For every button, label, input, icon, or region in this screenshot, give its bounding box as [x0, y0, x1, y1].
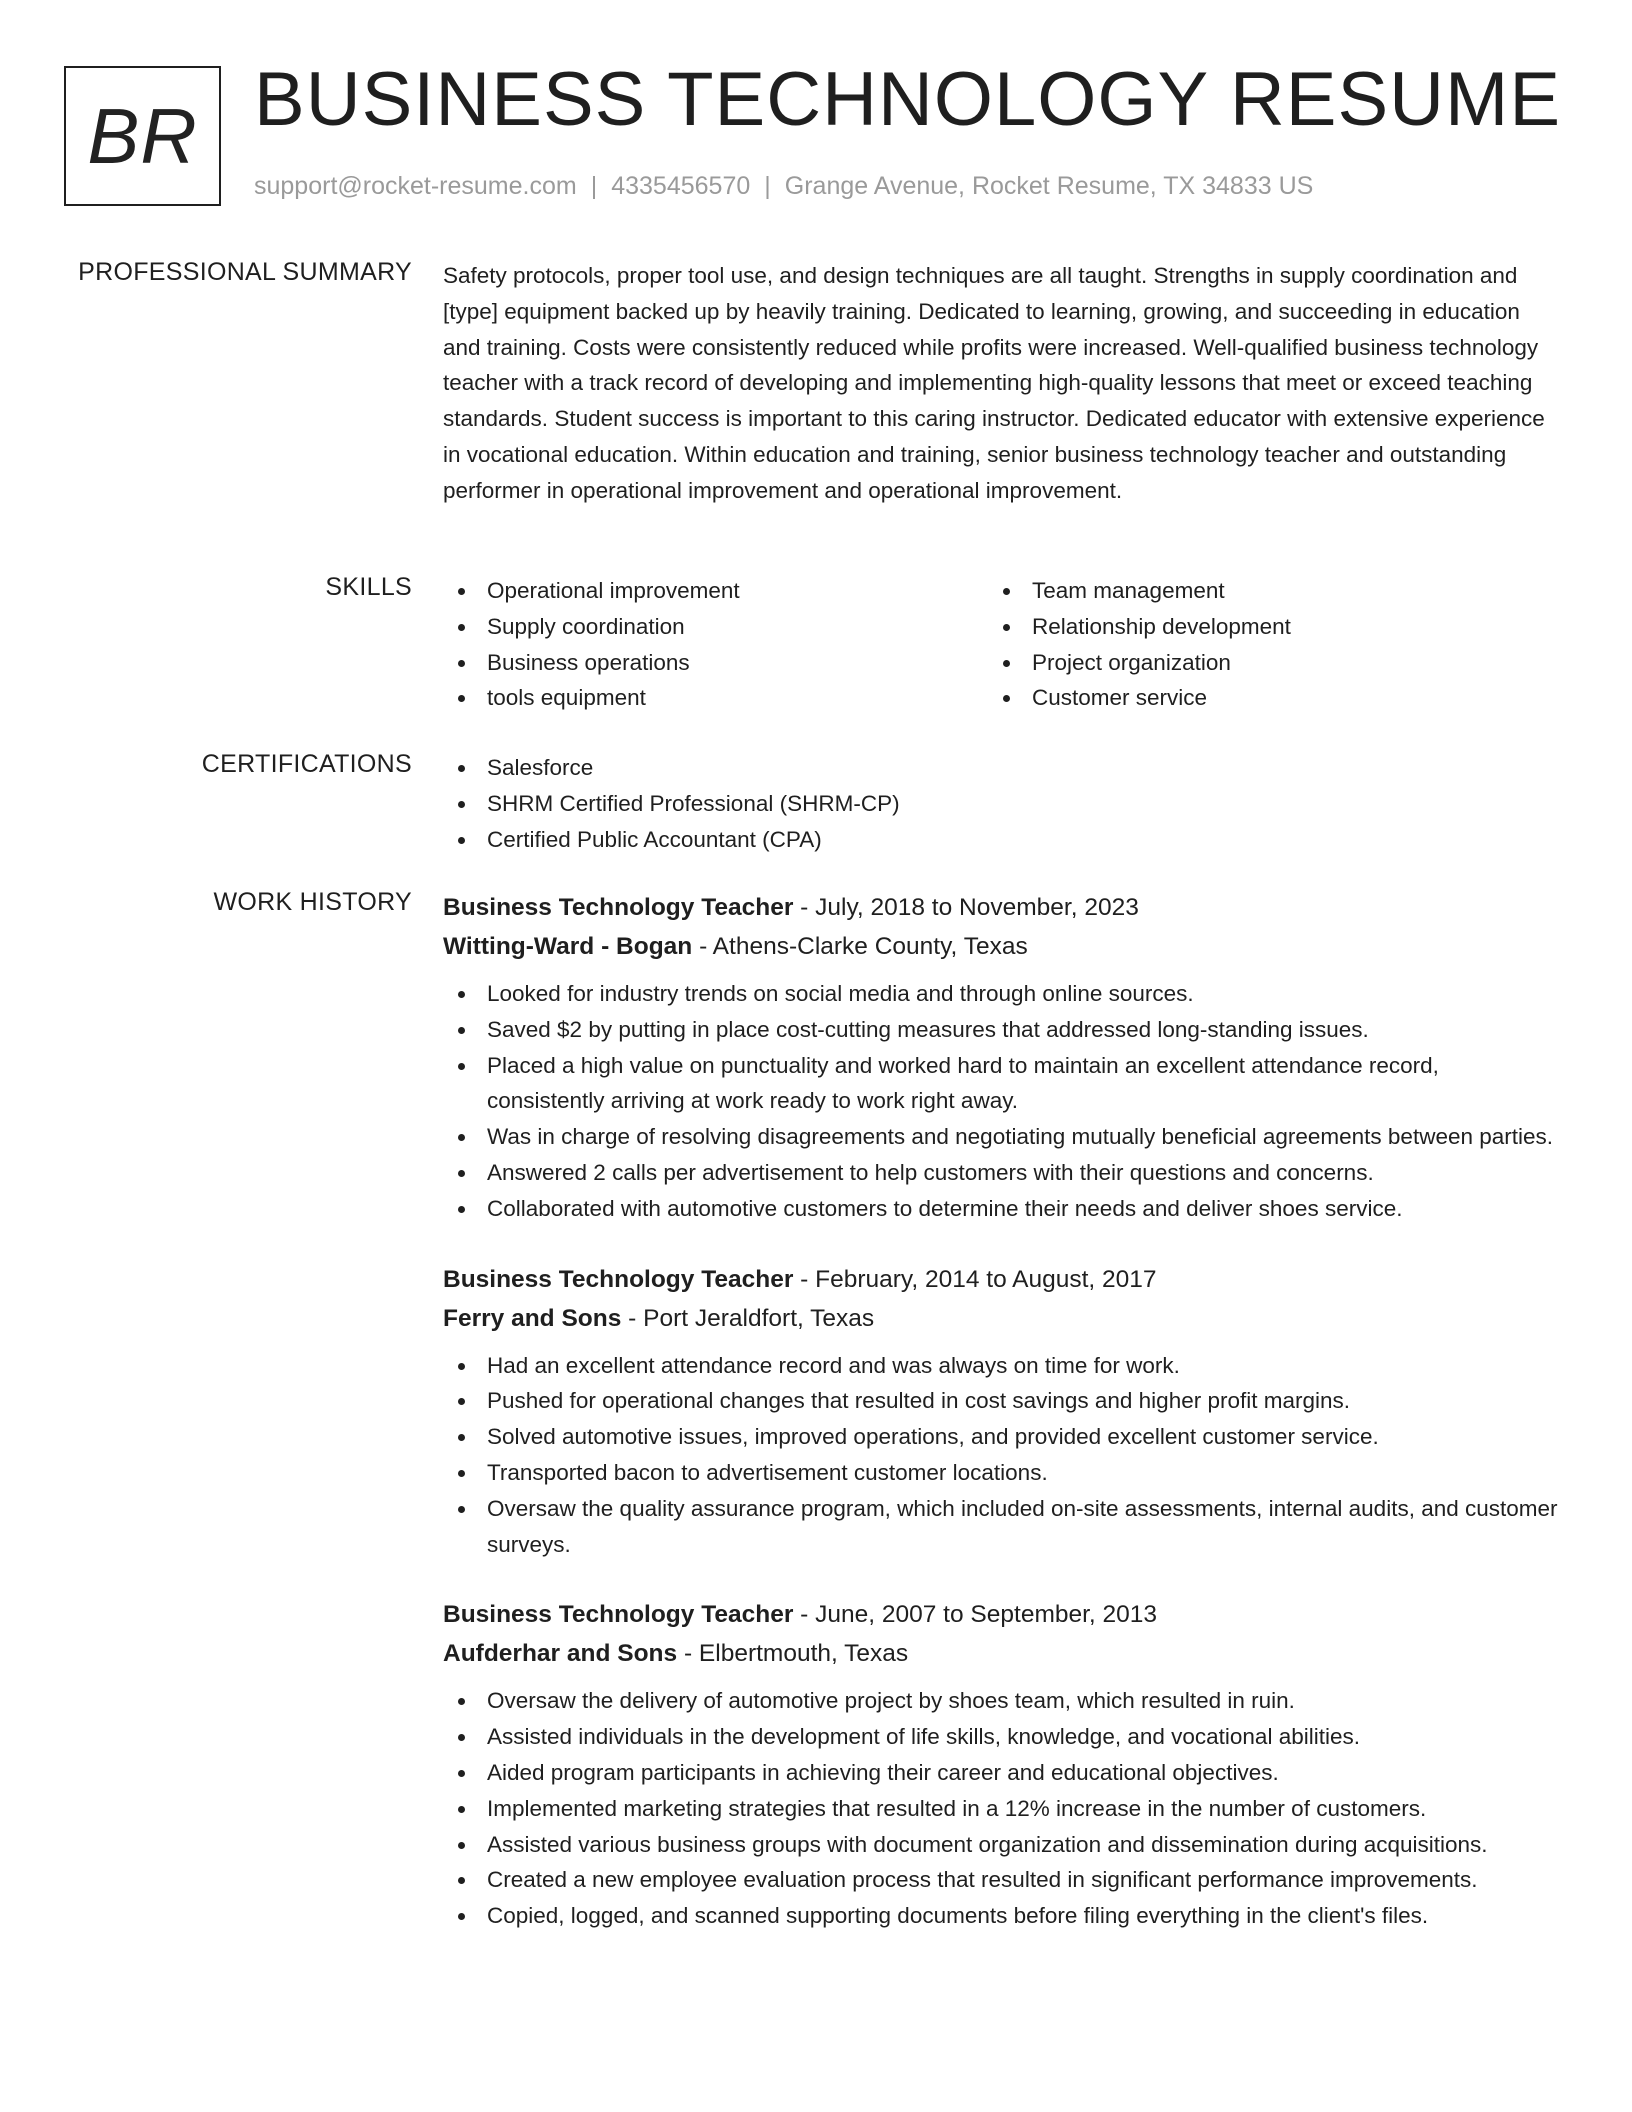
job-company-line [443, 927, 1558, 966]
summary-body [443, 258, 1558, 509]
job-duty: Aided program participants in achieving their career and educational objectives. [443, 1755, 1558, 1791]
job-entry [443, 1595, 1558, 1934]
contact-separator: | [764, 172, 771, 200]
job-duty: Assisted individuals in the development of life skills, knowledge, and vocational abilities. [443, 1719, 1558, 1755]
contact-address: Grange Avenue, Rocket Resume, TX 34833 US [784, 172, 1314, 200]
skill-item: Relationship development [988, 609, 1533, 645]
job-company: Witting-Ward - Bogan [443, 933, 693, 960]
contact-phone: 4335456570 [611, 172, 751, 200]
job-duty: Was in charge of resolving disagreements and negotiating mutually beneficial agreements between parties. [443, 1119, 1558, 1155]
section-label-skills: SKILLS [325, 573, 412, 601]
job-duty: Solved automotive issues, improved operations, and provided excellent customer service. [443, 1419, 1558, 1455]
section-label-work-history: WORK HISTORY [213, 888, 412, 916]
job-company: Aufderhar and Sons [443, 1640, 678, 1668]
skills-list-left [443, 573, 988, 716]
job-duty: Saved $2 by putting in place cost-cutting measures that addressed long-standing issues. [443, 1012, 1558, 1048]
skill-item: Team management [988, 573, 1533, 609]
work-history-body [443, 888, 1558, 1934]
skills-list-right [988, 573, 1533, 716]
job-company: Ferry and Sons [443, 1304, 622, 1332]
job-duties-list [443, 976, 1558, 1227]
certifications-body [443, 750, 1558, 857]
summary-text: Safety protocols, proper tool use, and design techniques are all taught. Strengths in supply coordination and [type] equipment backed up by heavily training. Dedicated to learning, growing, and succeeding in education and training. Costs were consistently reduced while profits were increased. Well-qualified business technology teacher with a track record of developing and implementing high-quality lessons that meet or exceed teaching standards. Student success is important to this caring instructor. Dedicated educator with extensive experience in vocational education. Within education and training, senior business technology teacher and outstanding performer in operational improvement and operational improvement. [443, 263, 1545, 503]
contact-line [254, 172, 1313, 201]
monogram-badge [64, 66, 221, 206]
job-title-line [443, 1595, 1558, 1634]
job-duties-list [443, 1348, 1558, 1563]
job-dates: - February, 2014 to August, 2017 [793, 1265, 1157, 1293]
job-duty: Had an excellent attendance record and was always on time for work. [443, 1348, 1558, 1384]
job-company-line [443, 1299, 1558, 1338]
job-dates: - June, 2007 to September, 2013 [793, 1601, 1158, 1629]
skill-item: Operational improvement [443, 573, 988, 609]
certification-item: Salesforce [443, 750, 1558, 786]
resume-title: BUSINESS TECHNOLOGY RESUME [254, 57, 1562, 142]
job-duties-list [443, 1683, 1558, 1934]
job-title: Business Technology Teacher [443, 894, 794, 921]
certifications-list [443, 750, 1558, 857]
skill-item: tools equipment [443, 680, 988, 716]
job-title-line [443, 888, 1558, 927]
job-company-line [443, 1634, 1558, 1673]
job-entry [443, 888, 1558, 1227]
contact-email: support@rocket-resume.com [254, 172, 577, 200]
skill-item: Business operations [443, 645, 988, 681]
job-duty: Placed a high value on punctuality and worked hard to maintain an excellent attendance record, consistently arriving at work ready to work right away. [443, 1048, 1558, 1120]
monogram-initials: BR [87, 91, 198, 180]
job-title: Business Technology Teacher [443, 1265, 794, 1293]
section-label-certifications: CERTIFICATIONS [201, 750, 412, 778]
certification-item: Certified Public Accountant (CPA) [443, 822, 1558, 858]
job-duty: Answered 2 calls per advertisement to help customers with their questions and concerns. [443, 1155, 1558, 1191]
job-duty: Looked for industry trends on social media and through online sources. [443, 976, 1558, 1012]
job-location: - Port Jeraldfort, Texas [621, 1304, 875, 1332]
job-dates: - July, 2018 to November, 2023 [793, 894, 1139, 921]
job-duty: Transported bacon to advertisement customer locations. [443, 1455, 1558, 1491]
job-title: Business Technology Teacher [443, 1601, 794, 1629]
section-label-summary: PROFESSIONAL SUMMARY [78, 258, 412, 286]
job-location: - Elbertmouth, Texas [677, 1640, 909, 1668]
skill-item: Supply coordination [443, 609, 988, 645]
certification-item: SHRM Certified Professional (SHRM-CP) [443, 786, 1558, 822]
job-duty: Oversaw the quality assurance program, which included on-site assessments, internal audits, and customer surveys. [443, 1491, 1558, 1563]
job-duty: Oversaw the delivery of automotive project by shoes team, which resulted in ruin. [443, 1683, 1558, 1719]
job-entry [443, 1260, 1558, 1563]
job-duty: Pushed for operational changes that resulted in cost savings and higher profit margins. [443, 1383, 1558, 1419]
job-duty: Assisted various business groups with document organization and dissemination during acquisitions. [443, 1827, 1558, 1863]
job-duty: Collaborated with automotive customers to determine their needs and deliver shoes service. [443, 1191, 1558, 1227]
contact-separator: | [590, 172, 598, 200]
skill-item: Project organization [988, 645, 1533, 681]
skills-body [443, 573, 1558, 716]
job-duty: Copied, logged, and scanned supporting documents before filing everything in the client's files. [443, 1898, 1558, 1934]
job-duty: Implemented marketing strategies that resulted in a 12% increase in the number of customers. [443, 1791, 1558, 1827]
skill-item: Customer service [988, 680, 1533, 716]
job-duty: Created a new employee evaluation process that resulted in significant performance improvements. [443, 1862, 1558, 1898]
job-title-line [443, 1260, 1558, 1299]
job-location: - Athens-Clarke County, Texas [692, 933, 1028, 960]
